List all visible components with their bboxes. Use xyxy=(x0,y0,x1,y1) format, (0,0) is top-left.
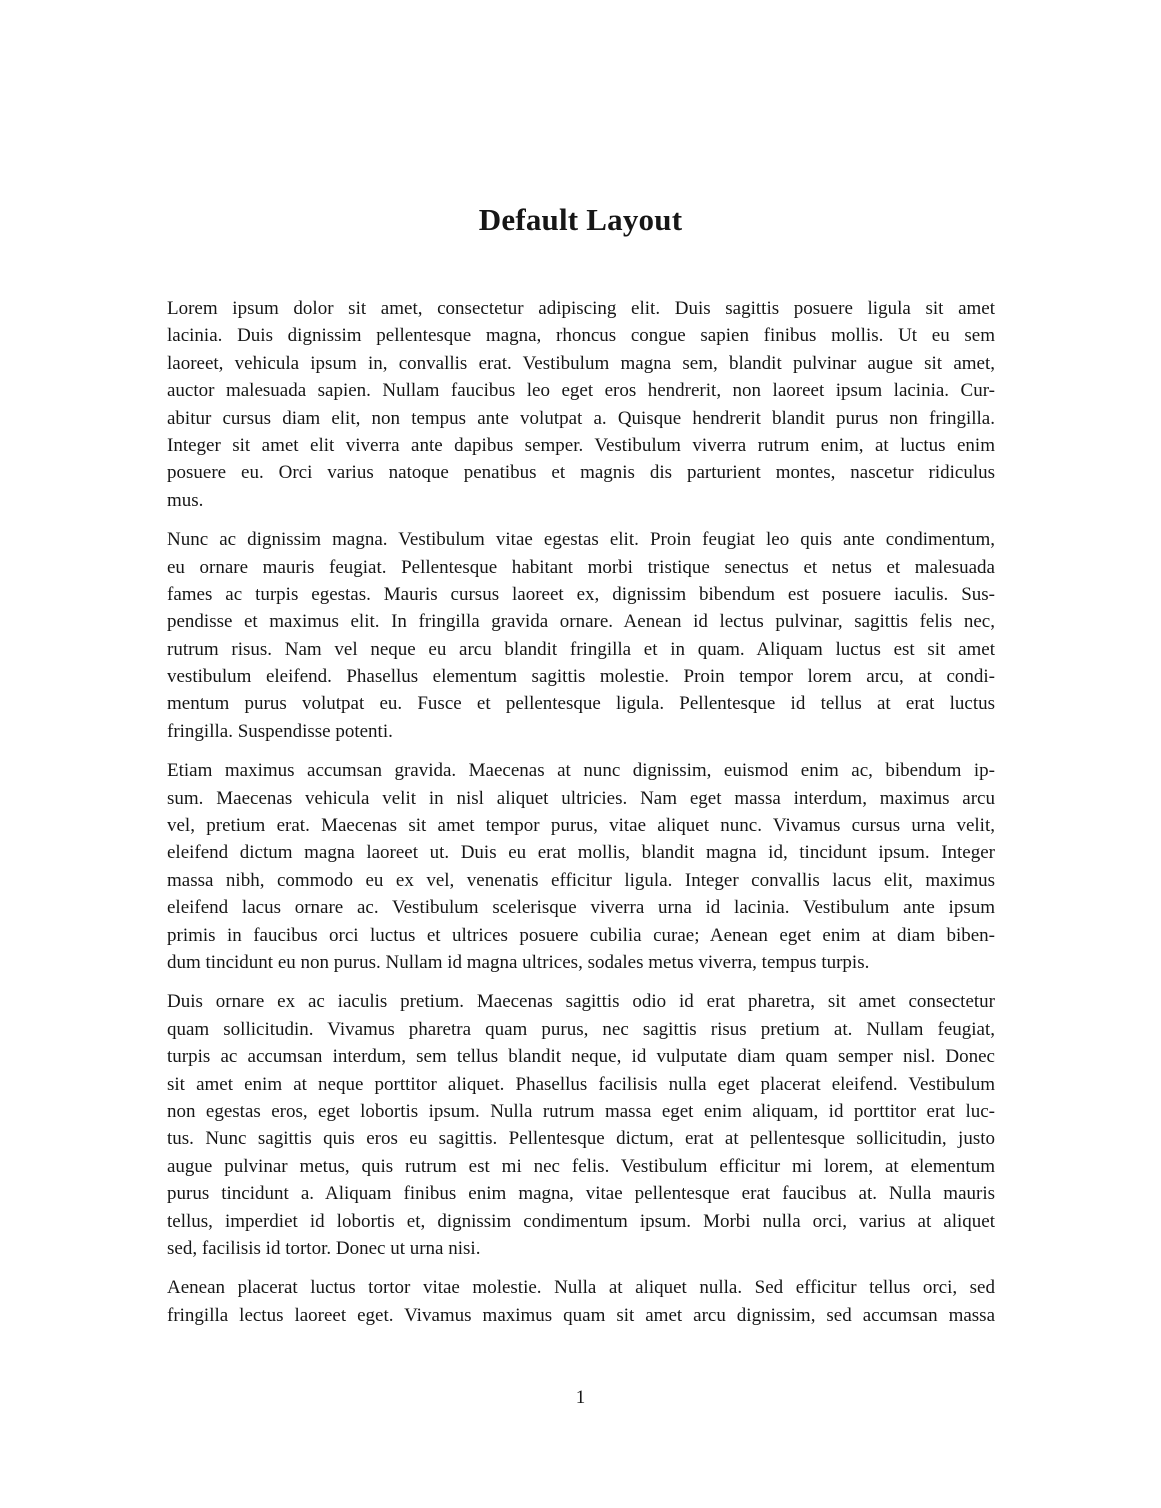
text-line: rutrum risus. Nam vel neque eu arcu blandit fringilla et in quam. Aliquam luctus est sit amet xyxy=(167,638,995,660)
text-line: sed, facilisis id tortor. Donec ut urna nisi. xyxy=(167,1237,481,1259)
text-line: eleifend dictum magna laoreet ut. Duis eu erat mollis, blandit magna id, tincidunt ipsum. Integer xyxy=(167,842,995,864)
text-line: mentum purus volutpat eu. Fusce et pellentesque ligula. Pellentesque id tellus at erat luctus xyxy=(167,693,995,715)
text-line: non egestas eros, eget lobortis ipsum. Nulla rutrum massa eget enim aliquam, id porttitor erat luc- xyxy=(167,1100,995,1122)
text-line: fames ac turpis egestas. Mauris cursus laoreet ex, dignissim bibendum est posuere iaculis. Sus- xyxy=(167,583,995,605)
text-line: Etiam maximus accumsan gravida. Maecenas at nunc dignissim, euismod enim ac, bibendum ip- xyxy=(167,760,995,782)
text-line: sit amet enim at neque porttitor aliquet. Phasellus facilisis nulla eget placerat eleifend. Vestibulum xyxy=(167,1073,995,1095)
text-line: augue pulvinar metus, quis rutrum est mi nec felis. Vestibulum efficitur mi lorem, at elementum xyxy=(167,1155,995,1177)
text-line: Integer sit amet elit viverra ante dapibus semper. Vestibulum viverra rutrum enim, at luctus enim xyxy=(167,434,995,456)
text-line: tellus, imperdiet id lobortis et, dignissim condimentum ipsum. Morbi nulla orci, varius at aliquet xyxy=(167,1210,995,1232)
text-line: laoreet, vehicula ipsum in, convallis erat. Vestibulum magna sem, blandit pulvinar augue sit amet, xyxy=(167,352,995,374)
text-line: fringilla lectus laoreet eget. Vivamus maximus quam sit amet arcu dignissim, sed accumsan massa xyxy=(167,1304,995,1326)
paragraph xyxy=(167,1274,995,1329)
text-line: tus. Nunc sagittis quis eros eu sagittis. Pellentesque dictum, erat at pellentesque sollicitudin, justo xyxy=(167,1128,995,1150)
text-line: mus. xyxy=(167,489,204,511)
page-number: 1 xyxy=(575,1387,586,1408)
text-line: posuere eu. Orci varius natoque penatibus et magnis dis parturient montes, nascetur ridiculus xyxy=(167,462,995,484)
document-body xyxy=(167,295,995,1341)
text-line: primis in faucibus orci luctus et ultrices posuere cubilia curae; Aenean eget enim at diam biben- xyxy=(167,924,995,946)
text-line: Duis ornare ex ac iaculis pretium. Maecenas sagittis odio id erat pharetra, sit amet consectetur xyxy=(167,991,995,1013)
text-line: vel, pretium erat. Maecenas sit amet tempor purus, vitae aliquet nunc. Vivamus cursus urna velit, xyxy=(167,815,995,837)
text-line: dum tincidunt eu non purus. Nullam id magna ultrices, sodales metus viverra, tempus turpis. xyxy=(167,951,870,973)
text-line: turpis ac accumsan interdum, sem tellus blandit neque, id vulputate diam quam semper nisl. Donec xyxy=(167,1046,995,1068)
paragraph xyxy=(167,526,995,745)
text-line: auctor malesuada sapien. Nullam faucibus leo eget eros hendrerit, non laoreet ipsum lacinia. Cur- xyxy=(167,380,995,402)
page-title: Default Layout xyxy=(478,202,683,237)
text-line: abitur cursus diam elit, non tempus ante volutpat a. Quisque hendrerit blandit purus non fringilla. xyxy=(167,407,995,429)
paragraph xyxy=(167,295,995,514)
text-line: pendisse et maximus elit. In fringilla gravida ornare. Aenean id lectus pulvinar, sagittis felis nec, xyxy=(167,611,995,633)
text-line: purus tincidunt a. Aliquam finibus enim magna, vitae pellentesque erat faucibus at. Nulla mauris xyxy=(167,1183,995,1205)
paragraph xyxy=(167,988,995,1262)
text-line: lacinia. Duis dignissim pellentesque magna, rhoncus congue sapien finibus mollis. Ut eu sem xyxy=(167,325,995,347)
text-line: sum. Maecenas vehicula velit in nisl aliquet ultricies. Nam eget massa interdum, maximus arcu xyxy=(167,787,995,809)
text-line: vestibulum eleifend. Phasellus elementum sagittis molestie. Proin tempor lorem arcu, at condi- xyxy=(167,666,995,688)
text-line: Lorem ipsum dolor sit amet, consectetur adipiscing elit. Duis sagittis posuere ligula sit amet xyxy=(167,298,995,319)
text-line: eleifend lacus ornare ac. Vestibulum scelerisque viverra urna id lacinia. Vestibulum ante ipsum xyxy=(167,897,995,919)
text-line: quam sollicitudin. Vivamus pharetra quam purus, nec sagittis risus pretium at. Nullam feugiat, xyxy=(167,1018,995,1040)
text-line: Aenean placerat luctus tortor vitae molestie. Nulla at aliquet nulla. Sed efficitur tellus orci, sed xyxy=(167,1277,995,1299)
text-line: eu ornare mauris feugiat. Pellentesque habitant morbi tristique senectus et netus et malesuada xyxy=(167,556,995,578)
text-line: fringilla. Suspendisse potenti. xyxy=(167,720,393,742)
paragraph xyxy=(167,757,995,976)
text-line: massa nibh, commodo eu ex vel, venenatis efficitur ligula. Integer convallis lacus elit, maximus xyxy=(167,869,995,891)
text-line: Nunc ac dignissim magna. Vestibulum vitae egestas elit. Proin feugiat leo quis ante condimentum, xyxy=(167,529,995,551)
